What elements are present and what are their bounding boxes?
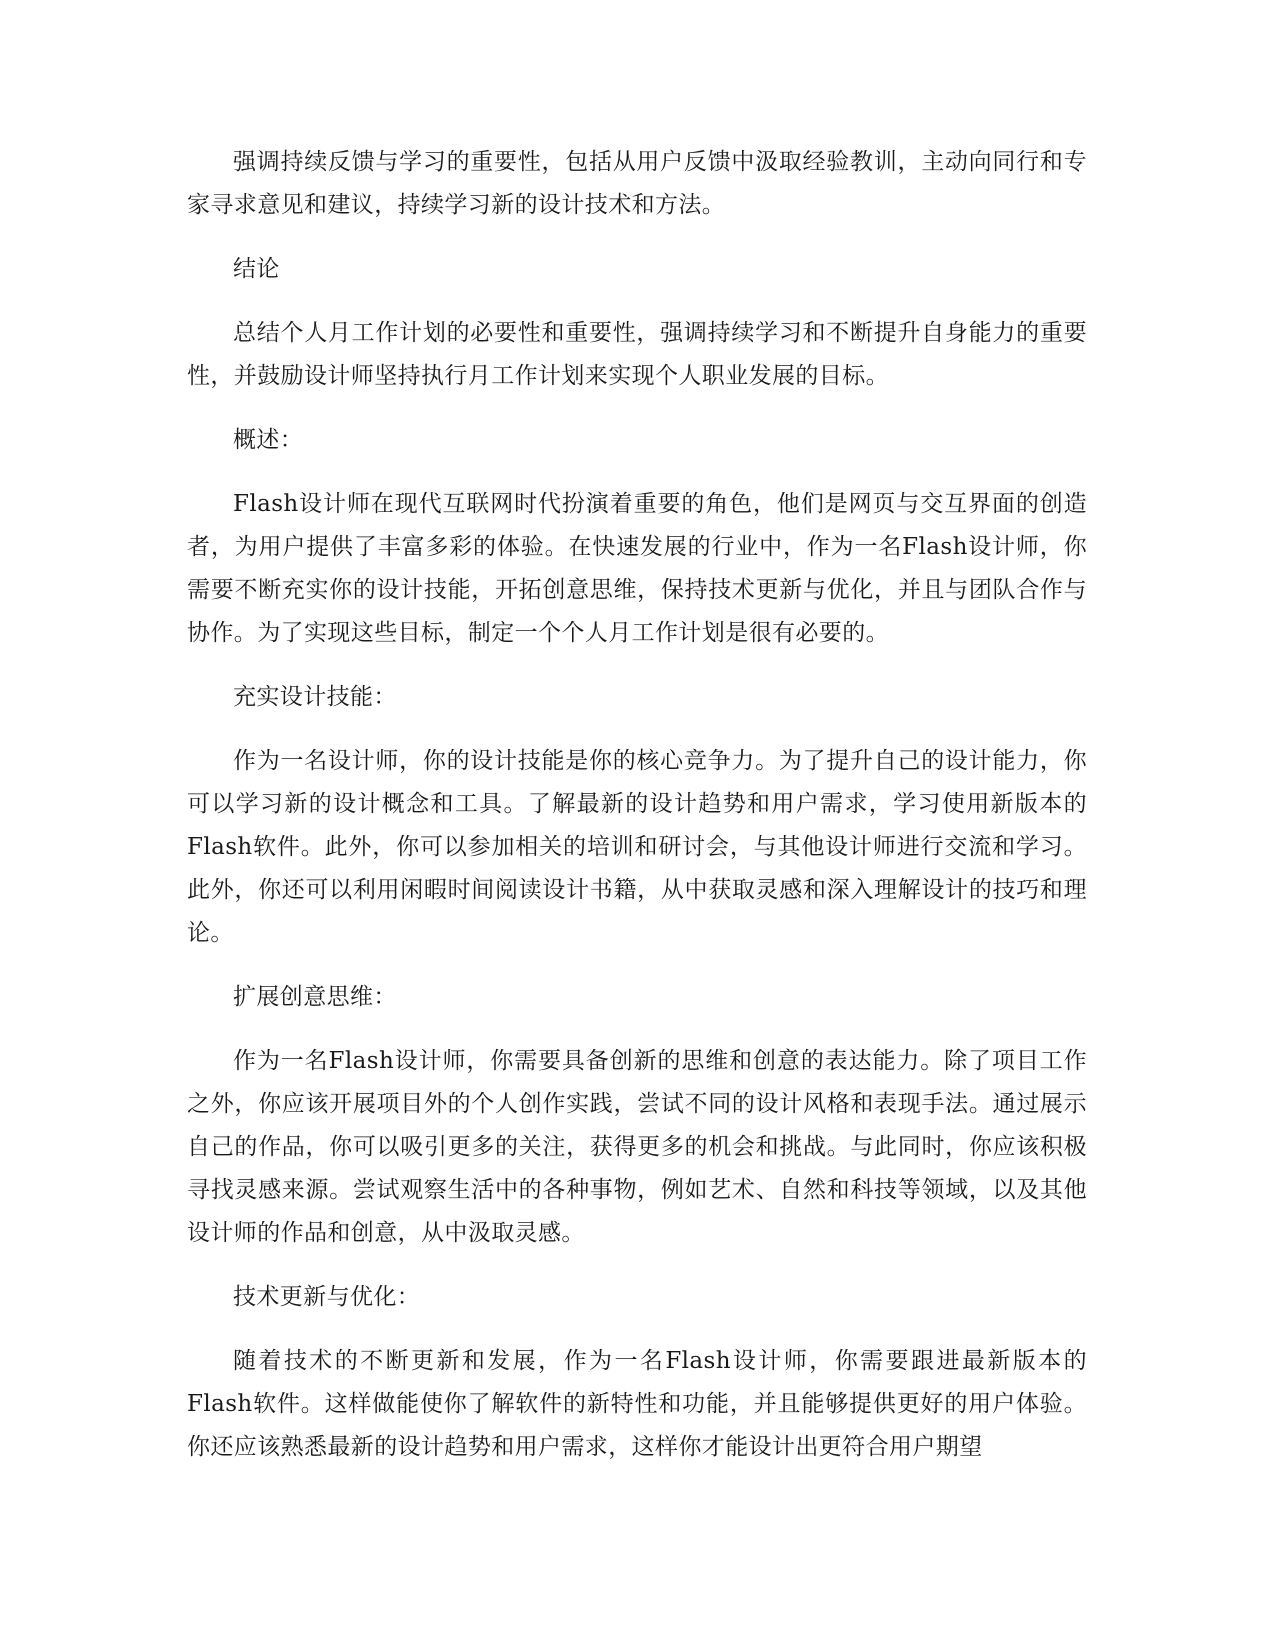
paragraph-conclusion-summary: 总结个人月工作计划的必要性和重要性，强调持续学习和不断提升自身能力的重要性，并鼓励设计师坚持执行月工作计划来实现个人职业发展的目标。 bbox=[187, 320, 1087, 389]
paragraph-overview: Flash设计师在现代互联网时代扮演着重要的角色，他们是网页与交互界面的创造者，为用户提供了丰富多彩的体验。在快速发展的行业中，作为一名Flash设计师，你需要不断充实你的设计技能，开拓创意思维，保持技术更新与优化，并且与团队合作与协作。为了实现这些目标，制定一个个人月工作计划是很有必要的。 bbox=[187, 491, 1087, 646]
paragraph-tech-update: 随着技术的不断更新和发展，作为一名Flash设计师，你需要跟进最新版本的Flash软件。这样做能使你了解软件的新特性和功能，并且能够提供更好的用户体验。你还应该熟悉最新的设计趋势和用户需求，这样你才能设计出更符合用户期望 bbox=[187, 1348, 1087, 1460]
heading-design-skills: 充实设计技能： bbox=[233, 684, 397, 710]
heading-conclusion: 结论 bbox=[233, 256, 280, 282]
heading-overview: 概述： bbox=[233, 427, 304, 453]
paragraph-feedback-learning: 强调持续反馈与学习的重要性，包括从用户反馈中汲取经验教训，主动向同行和专家寻求意见和建议，持续学习新的设计技术和方法。 bbox=[187, 149, 1087, 218]
document-body bbox=[187, 141, 1087, 1490]
paragraph-creative-thinking: 作为一名Flash设计师，你需要具备创新的思维和创意的表达能力。除了项目工作之外，你应该开展项目外的个人创作实践，尝试不同的设计风格和表现手法。通过展示自己的作品，你可以吸引更多的关注，获得更多的机会和挑战。与此同时，你应该积极寻找灵感来源。尝试观察生活中的各种事物，例如艺术、自然和科技等领域，以及其他设计师的作品和创意，从中汲取灵感。 bbox=[187, 1048, 1087, 1246]
heading-creative-thinking: 扩展创意思维： bbox=[233, 984, 397, 1010]
heading-tech-update: 技术更新与优化： bbox=[233, 1284, 421, 1310]
paragraph-design-skills: 作为一名设计师，你的设计技能是你的核心竞争力。为了提升自己的设计能力，你可以学习新的设计概念和工具。了解最新的设计趋势和用户需求，学习使用新版本的Flash软件。此外，你可以参加相关的培训和研讨会，与其他设计师进行交流和学习。此外，你还可以利用闲暇时间阅读设计书籍，从中获取灵感和深入理解设计的技巧和理论。 bbox=[187, 748, 1087, 946]
